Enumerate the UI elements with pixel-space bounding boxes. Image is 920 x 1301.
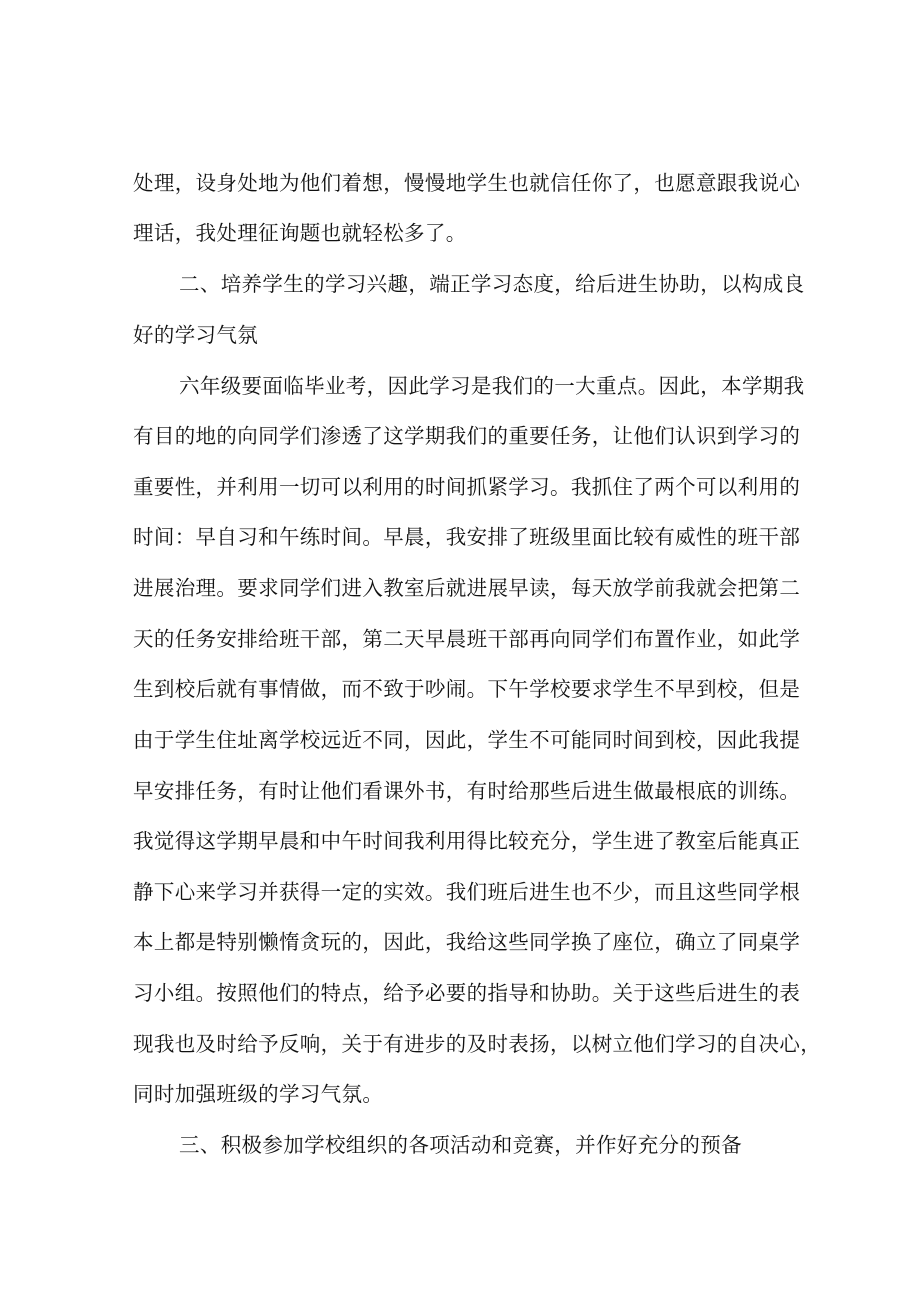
text-line: 重要性，并利用一切可以利用的时间抓紧学习。我抓住了两个可以利用的 bbox=[133, 475, 801, 499]
text-line: 理话，我处理征询题也就轻松多了。 bbox=[133, 221, 467, 245]
text-line: 处理，设身处地为他们着想，慢慢地学生也就信任你了，也愿意跟我说心 bbox=[133, 171, 801, 195]
text-line: 习小组。按照他们的特点，给予必要的指导和协助。关于这些后进生的表 bbox=[133, 981, 801, 1005]
text-line: 我觉得这学期早晨和中午时间我利用得比较充分，学生进了教室后能真正 bbox=[133, 829, 801, 853]
text-line: 静下心来学习并获得一定的实效。我们班后进生也不少，而且这些同学根 bbox=[133, 880, 801, 904]
text-line: 六年级要面临毕业考，因此学习是我们的一大重点。因此，本学期我 bbox=[179, 374, 805, 398]
text-line: 进展治理。要求同学们进入教室后就进展早读，每天放学前我就会把第二 bbox=[133, 576, 801, 600]
text-line: 早安排任务，有时让他们看课外书，有时给那些后进生做最根底的训练。 bbox=[133, 779, 801, 803]
text-line: 同时加强班级的学习气氛。 bbox=[133, 1082, 384, 1106]
text-line: 现我也及时给予反响，关于有进步的及时表扬，以树立他们学习的自决心， bbox=[133, 1032, 822, 1056]
text-line: 天的任务安排给班干部，第二天早晨班干部再向同学们布置作业，如此学 bbox=[133, 627, 801, 651]
text-line: 时间：早自习和午练时间。早晨，我安排了班级里面比较有威性的班干部 bbox=[133, 525, 801, 549]
text-line: 生到校后就有事情做，而不致于吵闹。下午学校要求学生不早到校，但是 bbox=[133, 677, 801, 701]
section-heading: 二、培养学生的学习兴趣，端正学习态度，给后进生协助，以构成良 bbox=[179, 272, 805, 296]
text-line: 由于学生住址离学校远近不同，因此，学生不可能同时间到校，因此我提 bbox=[133, 728, 801, 752]
text-line: 有目的地的向同学们渗透了这学期我们的重要任务，让他们认识到学习的 bbox=[133, 424, 801, 448]
section-heading: 三、积极参加学校组织的各项活动和竞赛，并作好充分的预备 bbox=[179, 1133, 742, 1157]
text-line: 本上都是特别懒惰贪玩的，因此，我给这些同学换了座位，确立了同桌学 bbox=[133, 930, 801, 954]
section-heading-cont: 好的学习气氛 bbox=[133, 323, 259, 347]
